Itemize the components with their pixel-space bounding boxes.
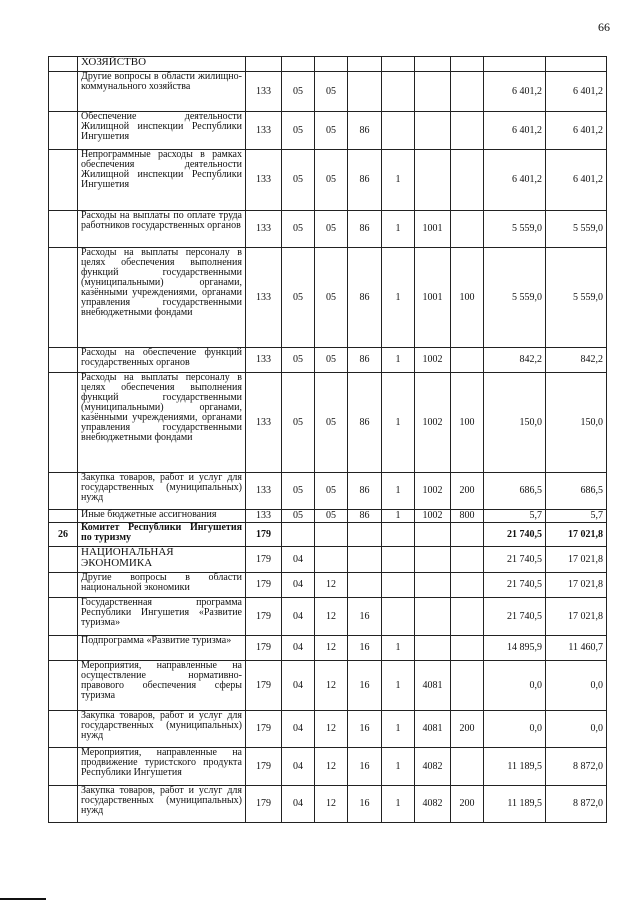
amount-year1-cell: 842,2 [484, 348, 546, 373]
expense-type-cell: 800 [451, 510, 484, 523]
admin-code-cell: 133 [246, 211, 282, 248]
row-number-cell [49, 636, 78, 661]
program-code-cell: 86 [348, 373, 382, 473]
subprogram-code-cell [382, 573, 415, 598]
section-code-cell: 04 [282, 748, 315, 786]
admin-code-cell: 133 [246, 348, 282, 373]
table-row [49, 248, 607, 348]
description-cell: НАЦИОНАЛЬНАЯ ЭКОНОМИКА [78, 547, 246, 573]
table-row [49, 598, 607, 636]
program-code-cell: 86 [348, 473, 382, 510]
subprogram-code-cell: 1 [382, 510, 415, 523]
program-code-cell: 16 [348, 786, 382, 823]
table-row [49, 57, 607, 72]
expense-type-cell [451, 211, 484, 248]
expense-type-cell [451, 547, 484, 573]
row-number-cell: 26 [49, 523, 78, 547]
expense-type-cell [451, 598, 484, 636]
section-code-cell: 05 [282, 211, 315, 248]
subprogram-code-cell [382, 598, 415, 636]
row-number-cell [49, 112, 78, 150]
program-code-cell: 86 [348, 112, 382, 150]
program-code-cell: 16 [348, 748, 382, 786]
row-number-cell [49, 661, 78, 711]
section-code-cell: 05 [282, 72, 315, 112]
direction-code-cell [415, 636, 451, 661]
expense-type-cell: 200 [451, 711, 484, 748]
amount-year2-cell: 6 401,2 [546, 112, 607, 150]
expense-type-cell [451, 72, 484, 112]
budget-table [48, 56, 607, 823]
amount-year1-cell: 0,0 [484, 711, 546, 748]
amount-year2-cell: 5 559,0 [546, 211, 607, 248]
amount-year1-cell: 686,5 [484, 473, 546, 510]
direction-code-cell: 1002 [415, 473, 451, 510]
description-cell: Мероприятия, направленные на осуществление нормативно-правового обеспечения сферы туризма [78, 661, 246, 711]
direction-code-cell [415, 547, 451, 573]
subsection-code-cell [315, 57, 348, 72]
row-number-cell [49, 786, 78, 823]
program-code-cell [348, 72, 382, 112]
program-code-cell: 86 [348, 211, 382, 248]
amount-year1-cell: 14 895,9 [484, 636, 546, 661]
direction-code-cell [415, 573, 451, 598]
amount-year1-cell: 150,0 [484, 373, 546, 473]
expense-type-cell: 100 [451, 373, 484, 473]
program-code-cell [348, 547, 382, 573]
section-code-cell: 05 [282, 473, 315, 510]
expense-type-cell [451, 636, 484, 661]
section-code-cell: 04 [282, 711, 315, 748]
amount-year2-cell: 5,7 [546, 510, 607, 523]
subprogram-code-cell: 1 [382, 636, 415, 661]
table-row [49, 510, 607, 523]
program-code-cell: 16 [348, 661, 382, 711]
subprogram-code-cell [382, 112, 415, 150]
direction-code-cell [415, 57, 451, 72]
subprogram-code-cell: 1 [382, 373, 415, 473]
table-row [49, 523, 607, 547]
amount-year1-cell: 6 401,2 [484, 112, 546, 150]
description-cell: Государственная программа Республики Ингушетия «Развитие туризма» [78, 598, 246, 636]
subsection-code-cell: 05 [315, 510, 348, 523]
expense-type-cell: 200 [451, 786, 484, 823]
expense-type-cell [451, 523, 484, 547]
amount-year2-cell [546, 57, 607, 72]
admin-code-cell: 133 [246, 473, 282, 510]
admin-code-cell: 179 [246, 786, 282, 823]
section-code-cell: 04 [282, 598, 315, 636]
expense-type-cell [451, 150, 484, 211]
program-code-cell: 86 [348, 248, 382, 348]
table-row [49, 373, 607, 473]
amount-year1-cell: 5 559,0 [484, 211, 546, 248]
subsection-code-cell: 12 [315, 636, 348, 661]
direction-code-cell [415, 112, 451, 150]
description-cell: Подпрограмма «Развитие туризма» [78, 636, 246, 661]
row-number-cell [49, 748, 78, 786]
amount-year2-cell: 842,2 [546, 348, 607, 373]
row-number-cell [49, 211, 78, 248]
section-code-cell: 04 [282, 661, 315, 711]
program-code-cell [348, 573, 382, 598]
row-number-cell [49, 348, 78, 373]
section-code-cell: 05 [282, 348, 315, 373]
subsection-code-cell: 12 [315, 786, 348, 823]
direction-code-cell: 1001 [415, 211, 451, 248]
admin-code-cell: 133 [246, 72, 282, 112]
program-code-cell: 16 [348, 636, 382, 661]
table-row [49, 711, 607, 748]
description-cell: Мероприятия, направленные на продвижение туристского продукта Республики Ингушетия [78, 748, 246, 786]
direction-code-cell: 4082 [415, 786, 451, 823]
row-number-cell [49, 150, 78, 211]
amount-year2-cell: 686,5 [546, 473, 607, 510]
table-row [49, 211, 607, 248]
amount-year1-cell: 21 740,5 [484, 598, 546, 636]
table-row [49, 661, 607, 711]
amount-year1-cell: 11 189,5 [484, 786, 546, 823]
admin-code-cell: 133 [246, 510, 282, 523]
direction-code-cell: 1002 [415, 510, 451, 523]
admin-code-cell [246, 57, 282, 72]
description-cell: Закупка товаров, работ и услуг для государственных (муниципальных) нужд [78, 473, 246, 510]
description-cell: Комитет Республики Ингушетия по туризму [78, 523, 246, 547]
subsection-code-cell: 12 [315, 661, 348, 711]
program-code-cell [348, 523, 382, 547]
description-cell: Иные бюджетные ассигнования [78, 510, 246, 523]
expense-type-cell [451, 112, 484, 150]
subsection-code-cell: 12 [315, 598, 348, 636]
subprogram-code-cell: 1 [382, 661, 415, 711]
page-number: 66 [598, 20, 610, 34]
amount-year1-cell: 21 740,5 [484, 547, 546, 573]
amount-year2-cell: 8 872,0 [546, 748, 607, 786]
description-cell: Расходы на выплаты по оплате труда работников государственных органов [78, 211, 246, 248]
subprogram-code-cell: 1 [382, 348, 415, 373]
description-cell: Расходы на выплаты персоналу в целях обеспечения выполнения функций государственными (муниципальными) органами, казёнными учреждениями, органами управления государственными внебюджетными фондами [78, 248, 246, 348]
amount-year1-cell: 0,0 [484, 661, 546, 711]
subsection-code-cell: 05 [315, 248, 348, 348]
subsection-code-cell: 05 [315, 348, 348, 373]
row-number-cell [49, 573, 78, 598]
amount-year2-cell: 17 021,8 [546, 598, 607, 636]
subprogram-code-cell: 1 [382, 711, 415, 748]
table-row [49, 547, 607, 573]
subsection-code-cell: 12 [315, 573, 348, 598]
section-code-cell: 04 [282, 547, 315, 573]
description-cell: Закупка товаров, работ и услуг для государственных (муниципальных) нужд [78, 786, 246, 823]
description-cell: Другие вопросы в области национальной экономики [78, 573, 246, 598]
row-number-cell [49, 473, 78, 510]
expense-type-cell [451, 748, 484, 786]
table-row [49, 636, 607, 661]
amount-year1-cell: 5,7 [484, 510, 546, 523]
subprogram-code-cell [382, 547, 415, 573]
table-body [49, 57, 607, 823]
direction-code-cell: 4081 [415, 711, 451, 748]
admin-code-cell: 133 [246, 248, 282, 348]
section-code-cell [282, 523, 315, 547]
amount-year2-cell: 6 401,2 [546, 72, 607, 112]
description-cell: Другие вопросы в области жилищно-коммунального хозяйства [78, 72, 246, 112]
description-cell: Закупка товаров, работ и услуг для государственных (муниципальных) нужд [78, 711, 246, 748]
subprogram-code-cell: 1 [382, 748, 415, 786]
admin-code-cell: 179 [246, 636, 282, 661]
amount-year2-cell: 8 872,0 [546, 786, 607, 823]
subsection-code-cell: 05 [315, 211, 348, 248]
section-code-cell: 04 [282, 786, 315, 823]
row-number-cell [49, 510, 78, 523]
admin-code-cell: 179 [246, 598, 282, 636]
amount-year2-cell: 17 021,8 [546, 573, 607, 598]
amount-year2-cell: 6 401,2 [546, 150, 607, 211]
amount-year1-cell [484, 57, 546, 72]
amount-year2-cell: 5 559,0 [546, 248, 607, 348]
bottom-margin-mark [0, 898, 46, 900]
expense-type-cell: 200 [451, 473, 484, 510]
subprogram-code-cell: 1 [382, 211, 415, 248]
subprogram-code-cell: 1 [382, 786, 415, 823]
subsection-code-cell: 05 [315, 72, 348, 112]
program-code-cell [348, 57, 382, 72]
table-row [49, 150, 607, 211]
table-row [49, 473, 607, 510]
subprogram-code-cell: 1 [382, 248, 415, 348]
program-code-cell: 16 [348, 711, 382, 748]
description-cell: Расходы на обеспечение функций государственных органов [78, 348, 246, 373]
admin-code-cell: 179 [246, 573, 282, 598]
subsection-code-cell [315, 547, 348, 573]
amount-year1-cell: 6 401,2 [484, 150, 546, 211]
row-number-cell [49, 598, 78, 636]
expense-type-cell [451, 57, 484, 72]
admin-code-cell: 179 [246, 661, 282, 711]
subprogram-code-cell [382, 57, 415, 72]
program-code-cell: 86 [348, 510, 382, 523]
table-row [49, 72, 607, 112]
row-number-cell [49, 711, 78, 748]
admin-code-cell: 179 [246, 547, 282, 573]
amount-year1-cell: 21 740,5 [484, 523, 546, 547]
section-code-cell: 05 [282, 373, 315, 473]
description-cell: Обеспечение деятельности Жилищной инспекции Республики Ингушетия [78, 112, 246, 150]
table-row [49, 748, 607, 786]
amount-year2-cell: 0,0 [546, 661, 607, 711]
table-row [49, 573, 607, 598]
subsection-code-cell: 05 [315, 150, 348, 211]
table-row [49, 348, 607, 373]
amount-year1-cell: 21 740,5 [484, 573, 546, 598]
admin-code-cell: 133 [246, 373, 282, 473]
subsection-code-cell: 05 [315, 373, 348, 473]
subsection-code-cell: 12 [315, 748, 348, 786]
subsection-code-cell: 12 [315, 711, 348, 748]
section-code-cell: 04 [282, 573, 315, 598]
row-number-cell [49, 373, 78, 473]
subsection-code-cell: 05 [315, 112, 348, 150]
amount-year2-cell: 17 021,8 [546, 547, 607, 573]
program-code-cell: 86 [348, 150, 382, 211]
direction-code-cell: 1002 [415, 348, 451, 373]
table-row [49, 112, 607, 150]
admin-code-cell: 133 [246, 150, 282, 211]
table-row [49, 786, 607, 823]
direction-code-cell: 4082 [415, 748, 451, 786]
subsection-code-cell: 05 [315, 473, 348, 510]
section-code-cell: 04 [282, 636, 315, 661]
section-code-cell: 05 [282, 112, 315, 150]
section-code-cell: 05 [282, 248, 315, 348]
section-code-cell [282, 57, 315, 72]
amount-year2-cell: 17 021,8 [546, 523, 607, 547]
expense-type-cell [451, 348, 484, 373]
row-number-cell [49, 57, 78, 72]
amount-year1-cell: 6 401,2 [484, 72, 546, 112]
program-code-cell: 86 [348, 348, 382, 373]
section-code-cell: 05 [282, 150, 315, 211]
admin-code-cell: 179 [246, 523, 282, 547]
direction-code-cell: 1001 [415, 248, 451, 348]
direction-code-cell [415, 523, 451, 547]
program-code-cell: 16 [348, 598, 382, 636]
subprogram-code-cell [382, 523, 415, 547]
expense-type-cell [451, 573, 484, 598]
direction-code-cell: 1002 [415, 373, 451, 473]
row-number-cell [49, 547, 78, 573]
amount-year2-cell: 11 460,7 [546, 636, 607, 661]
subprogram-code-cell [382, 72, 415, 112]
subsection-code-cell [315, 523, 348, 547]
row-number-cell [49, 248, 78, 348]
description-cell: Непрограммные расходы в рамках обеспечения деятельности Жилищной инспекции Республики Ингушетия [78, 150, 246, 211]
amount-year1-cell: 5 559,0 [484, 248, 546, 348]
description-cell: Расходы на выплаты персоналу в целях обеспечения выполнения функций государственными (муниципальными) органами, казёнными учреждениями, органами управления государственными внебюджетными фондами [78, 373, 246, 473]
direction-code-cell [415, 150, 451, 211]
admin-code-cell: 179 [246, 748, 282, 786]
direction-code-cell [415, 72, 451, 112]
row-number-cell [49, 72, 78, 112]
admin-code-cell: 133 [246, 112, 282, 150]
description-cell: ХОЗЯЙСТВО [78, 57, 246, 72]
admin-code-cell: 179 [246, 711, 282, 748]
subprogram-code-cell: 1 [382, 473, 415, 510]
amount-year2-cell: 150,0 [546, 373, 607, 473]
amount-year1-cell: 11 189,5 [484, 748, 546, 786]
subprogram-code-cell: 1 [382, 150, 415, 211]
amount-year2-cell: 0,0 [546, 711, 607, 748]
expense-type-cell: 100 [451, 248, 484, 348]
direction-code-cell [415, 598, 451, 636]
direction-code-cell: 4081 [415, 661, 451, 711]
section-code-cell: 05 [282, 510, 315, 523]
expense-type-cell [451, 661, 484, 711]
